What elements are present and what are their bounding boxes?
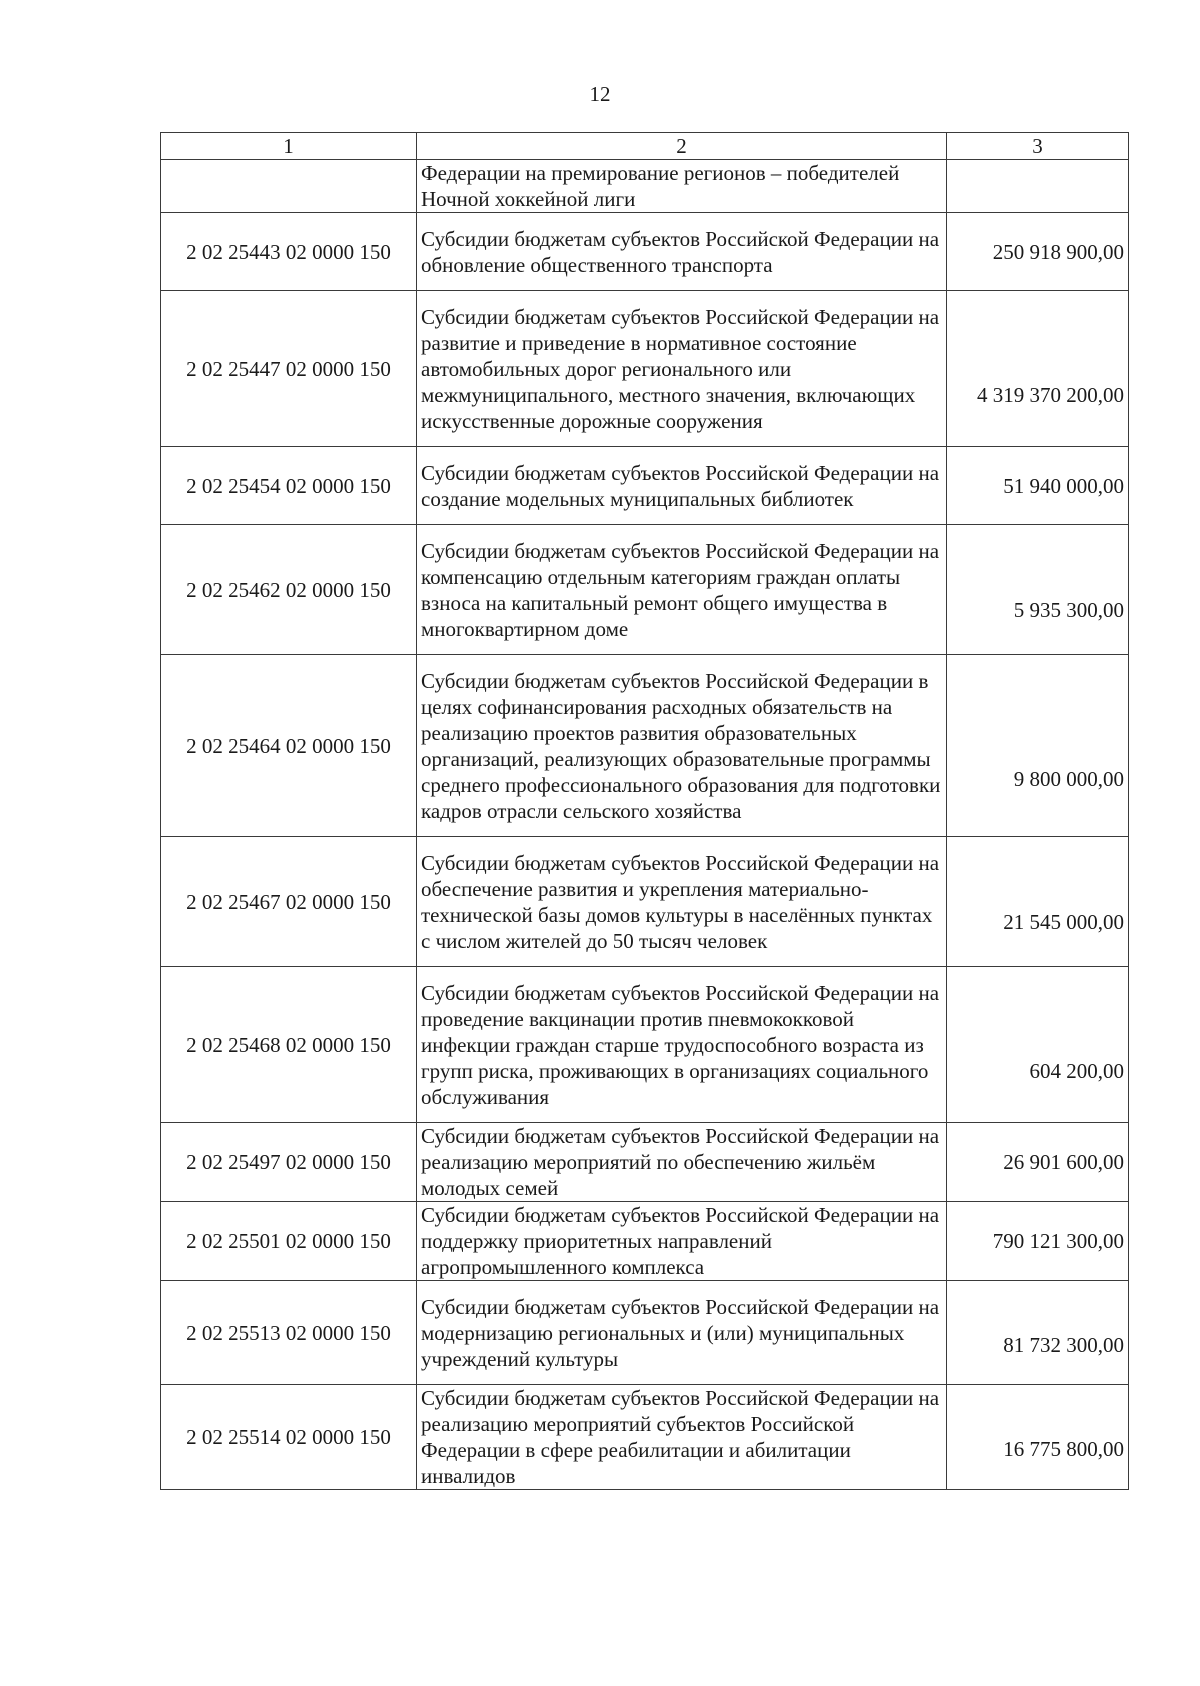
row-code: 2 02 25454 02 0000 150 bbox=[161, 447, 417, 525]
table-row bbox=[161, 160, 1129, 213]
row-code: 2 02 25514 02 0000 150 bbox=[161, 1385, 417, 1490]
row-amount: 604 200,00 bbox=[947, 967, 1129, 1123]
row-code: 2 02 25443 02 0000 150 bbox=[161, 213, 417, 291]
table-row bbox=[161, 213, 1129, 291]
row-code: 2 02 25468 02 0000 150 bbox=[161, 967, 417, 1123]
row-description: Субсидии бюджетам субъектов Российской Федерации на поддержку приоритетных направлений агропромышленного комплекса bbox=[417, 1202, 947, 1281]
row-description: Субсидии бюджетам субъектов Российской Федерации на реализацию мероприятий по обеспечению жильём молодых семей bbox=[417, 1123, 947, 1202]
table-row bbox=[161, 447, 1129, 525]
row-description: Субсидии бюджетам субъектов Российской Федерации в целях софинансирования расходных обязательств на реализацию проектов развития образовательных организаций, реализующих образовательные программы среднего профессионального образования для подготовки кадров отрасли сельского хозяйства bbox=[417, 655, 947, 837]
budget-table bbox=[160, 132, 1129, 1490]
row-amount: 4 319 370 200,00 bbox=[947, 291, 1129, 447]
row-description: Субсидии бюджетам субъектов Российской Федерации на развитие и приведение в нормативное состояние автомобильных дорог регионального или межмуниципального, местного значения, включающих искусственные дорожные сооружения bbox=[417, 291, 947, 447]
row-description: Федерации на премирование регионов – победителей Ночной хоккейной лиги bbox=[417, 160, 947, 213]
row-amount: 21 545 000,00 bbox=[947, 837, 1129, 967]
header-col-2: 2 bbox=[417, 133, 947, 160]
row-amount: 5 935 300,00 bbox=[947, 525, 1129, 655]
row-code: 2 02 25513 02 0000 150 bbox=[161, 1281, 417, 1385]
row-description: Субсидии бюджетам субъектов Российской Федерации на создание модельных муниципальных библиотек bbox=[417, 447, 947, 525]
row-code: 2 02 25464 02 0000 150 bbox=[161, 655, 417, 837]
row-code: 2 02 25497 02 0000 150 bbox=[161, 1123, 417, 1202]
header-col-1: 1 bbox=[161, 133, 417, 160]
row-code: 2 02 25467 02 0000 150 bbox=[161, 837, 417, 967]
row-description: Субсидии бюджетам субъектов Российской Федерации на обеспечение развития и укрепления материально-технической базы домов культуры в населённых пунктах с числом жителей до 50 тысяч человек bbox=[417, 837, 947, 967]
header-col-3: 3 bbox=[947, 133, 1129, 160]
row-amount: 250 918 900,00 bbox=[947, 213, 1129, 291]
row-amount: 81 732 300,00 bbox=[947, 1281, 1129, 1385]
row-code: 2 02 25462 02 0000 150 bbox=[161, 525, 417, 655]
table-row bbox=[161, 967, 1129, 1123]
row-code bbox=[161, 160, 417, 213]
row-amount: 16 775 800,00 bbox=[947, 1385, 1129, 1490]
row-description: Субсидии бюджетам субъектов Российской Федерации на проведение вакцинации против пневмококковой инфекции граждан старше трудоспособного возраста из групп риска, проживающих в организациях социального обслуживания bbox=[417, 967, 947, 1123]
table-row bbox=[161, 1385, 1129, 1490]
table-row bbox=[161, 1123, 1129, 1202]
table-row bbox=[161, 655, 1129, 837]
table-row bbox=[161, 1202, 1129, 1281]
table-row bbox=[161, 291, 1129, 447]
row-amount: 9 800 000,00 bbox=[947, 655, 1129, 837]
row-description: Субсидии бюджетам субъектов Российской Федерации на реализацию мероприятий субъектов Российской Федерации в сфере реабилитации и абилитации инвалидов bbox=[417, 1385, 947, 1490]
row-code: 2 02 25447 02 0000 150 bbox=[161, 291, 417, 447]
row-code: 2 02 25501 02 0000 150 bbox=[161, 1202, 417, 1281]
row-amount: 51 940 000,00 bbox=[947, 447, 1129, 525]
row-description: Субсидии бюджетам субъектов Российской Федерации на модернизацию региональных и (или) муниципальных учреждений культуры bbox=[417, 1281, 947, 1385]
row-amount bbox=[947, 160, 1129, 213]
header-row bbox=[161, 133, 1129, 160]
page-number: 12 bbox=[589, 82, 611, 106]
row-description: Субсидии бюджетам субъектов Российской Федерации на обновление общественного транспорта bbox=[417, 213, 947, 291]
table-row bbox=[161, 837, 1129, 967]
row-description: Субсидии бюджетам субъектов Российской Федерации на компенсацию отдельным категориям граждан оплаты взноса на капитальный ремонт общего имущества в многоквартирном доме bbox=[417, 525, 947, 655]
row-amount: 790 121 300,00 bbox=[947, 1202, 1129, 1281]
table-row bbox=[161, 525, 1129, 655]
table-row bbox=[161, 1281, 1129, 1385]
row-amount: 26 901 600,00 bbox=[947, 1123, 1129, 1202]
